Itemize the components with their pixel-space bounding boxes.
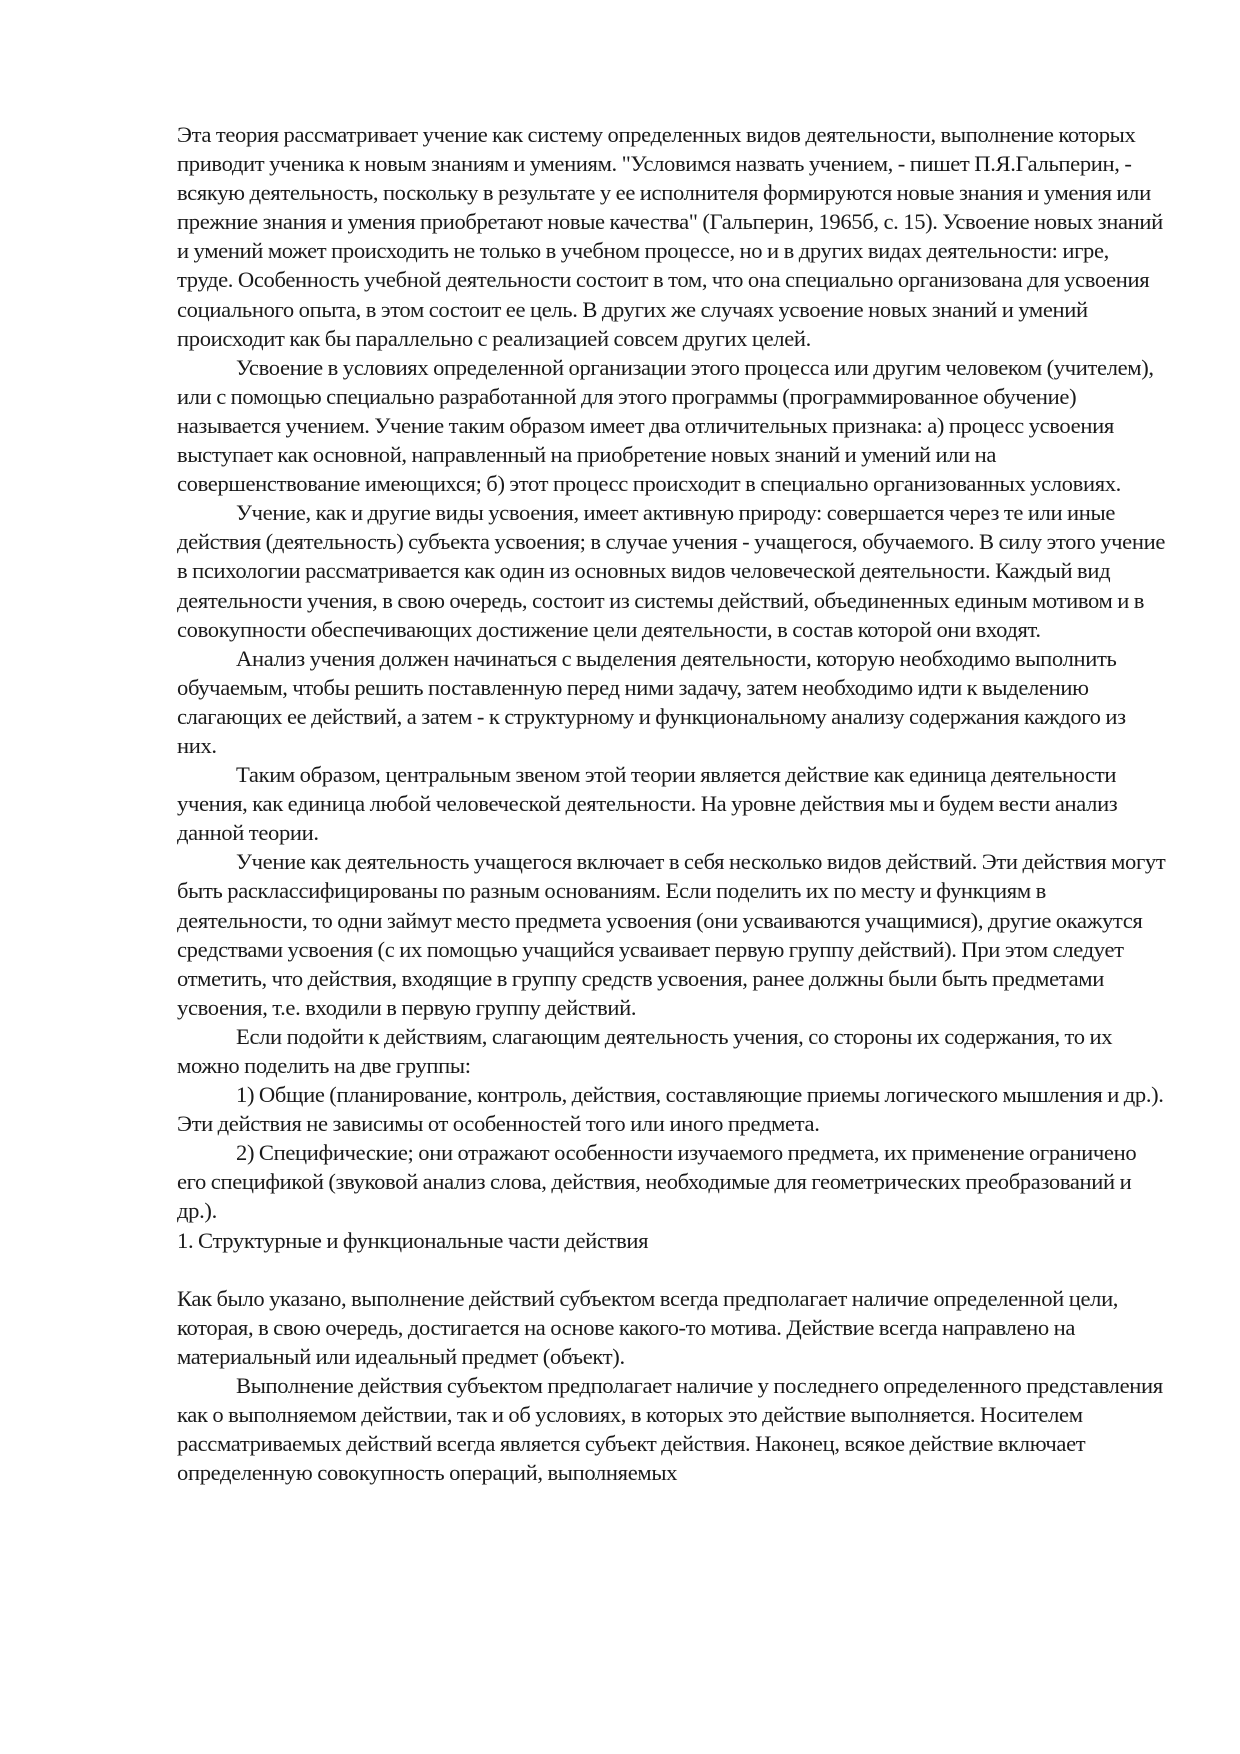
paragraph-theory-intro: Эта теория рассматривает учение как систему определенных видов деятельности, выполнение которых приводит ученика к новым знаниям и умениям. "Условимся назвать учением, - пишет П.Я.Гальперин, - всякую деятельность, поскольку в результате у ее исполнителя формируются новые знания и умения или прежние знания и умения приобретают новые качества" (Гальперин, 1965б, с. 15). Усвоение новых знаний и умений может происходить не только в учебном процессе, но и в других видах деятельности: игре, труде. Особенность учебной деятельности состоит в том, что она специально организована для усвоения социального опыта, в этом состоит ее цель. В других же случаях усвоение новых знаний и умений происходит как бы параллельно с реализацией совсем других целей. <box>177 122 1163 351</box>
paragraph-action-goal: Как было указано, выполнение действий субъектом всегда предполагает наличие определенной цели, которая, в свою очередь, достигается на основе какого-то мотива. Действие всегда направлено на материальный или идеальный предмет (объект). <box>177 1285 1119 1369</box>
paragraph-analysis-of-learning: Анализ учения должен начинаться с выделения деятельности, которую необходимо выполнить обучаемым, чтобы решить поставленную перед ними задачу, затем необходимо идти к выделению слагающих ее действий, а затем - к структурному и функциональному анализу содержания каждого из них. <box>177 645 1126 758</box>
blank-line <box>177 1255 1167 1284</box>
paragraph-action-representation: Выполнение действия субъектом предполагает наличие у последнего определенного представления как о выполняемом действии, так и об условиях, в которых это действие выполняется. Носителем рассматриваемых действий всегда является субъект действия. Наконец, всякое действие включает определенную совокупность операций, выполняемых <box>177 1372 1163 1486</box>
list-item-specific-actions: 2) Специфические; они отражают особенности изучаемого предмета, их применение ограничено его спецификой (звуковой анализ слова, действия, необходимые для геометрических преобразований и др.). <box>177 1140 1137 1224</box>
paragraph-central-link: Таким образом, центральным звеном этой теории является действие как единица деятельности учения, как единица любой человеческой деятельности. На уровне действия мы и будем вести анализ данной теории. <box>177 762 1118 846</box>
paragraph-two-groups: Если подойти к действиям, слагающим деятельность учения, со стороны их содержания, то их можно поделить на две группы: <box>177 1023 1113 1078</box>
document-page <box>177 120 1167 1487</box>
paragraph-types-of-actions: Учение как деятельность учащегося включает в себя несколько видов действий. Эти действия могут быть расклассифицированы по разным основаниям. Если поделить их по месту и функциям в деятельности, то одни займут место предмета усвоения (они усваиваются учащимися), другие окажутся средствами усвоения (с их помощью учащийся усваивает первую группу действий). При этом следует отметить, что действия, входящие в группу средств усвоения, ранее должны были быть предметами усвоения, т.е. входили в первую группу действий. <box>177 849 1166 1020</box>
paragraph-active-nature: Учение, как и другие виды усвоения, имеет активную природу: совершается через те или иные действия (деятельность) субъекта усвоения; в случае учения - учащегося, обучаемого. В силу этого учение в психологии рассматривается как один из основных видов человеческой деятельности. Каждый вид деятельности учения, в свою очередь, состоит из системы действий, объединенных единым мотивом и в совокупности обеспечивающих достижение цели деятельности, в состав которой они входят. <box>177 500 1166 642</box>
list-item-general-actions: 1) Общие (планирование, контроль, действия, составляющие приемы логического мышления и др.). Эти действия не зависимы от особенностей того или иного предмета. <box>177 1082 1164 1137</box>
section-heading: 1. Структурные и функциональные части действия <box>177 1227 649 1253</box>
paragraph-learning-definition: Усвоение в условиях определенной организации этого процесса или другим человеком (учителем), или с помощью специально разработанной для этого программы (программированное обучение) называется учением. Учение таким образом имеет два отличительных признака: а) процесс усвоения выступает как основной, направленный на приобретение новых знаний и умений или на совершенствование имеющихся; б) этот процесс происходит в специально организованных условиях. <box>177 354 1154 497</box>
